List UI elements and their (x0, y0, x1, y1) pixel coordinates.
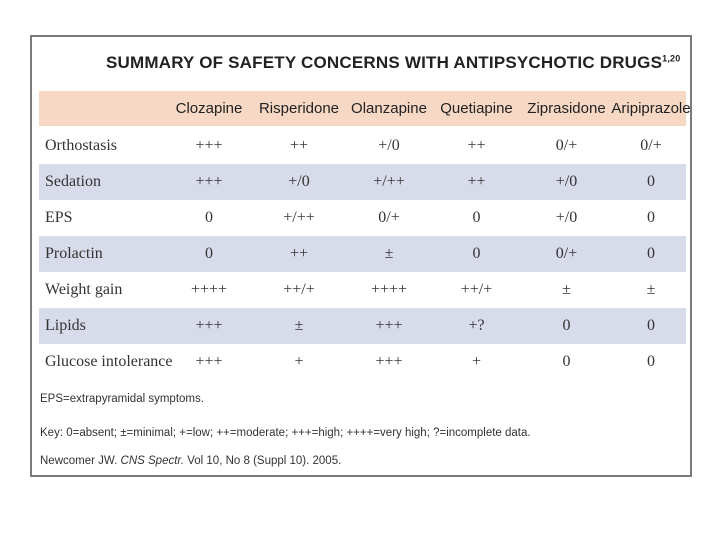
table-cell: ± (384, 245, 394, 262)
table-cell: +++ (375, 353, 403, 370)
footnote-key: Key: 0=absent; ±=minimal; +=low; ++=moderate; +++=high; ++++=very high; ?=incomplete data. (40, 427, 531, 439)
citation-journal: CNS Spectr. (120, 455, 185, 467)
table-cell: ++++ (370, 281, 408, 298)
table-cell: +/0 (288, 173, 310, 190)
table-cell: 0 (647, 353, 655, 370)
row-label: Sedation (45, 173, 101, 190)
row-label: Weight gain (45, 281, 123, 298)
table-cell: 0 (647, 209, 655, 226)
table-cell: + (294, 353, 304, 370)
table-cell: 0 (562, 353, 571, 370)
table-cell: ± (646, 281, 656, 298)
table-cell: 0/+ (555, 245, 578, 262)
table-row-sedation (39, 164, 686, 200)
table-cell: 0 (647, 245, 655, 262)
table-cell: ++ (467, 137, 486, 154)
table-cell: +? (468, 317, 485, 334)
table-cell: +++ (375, 317, 403, 334)
table-cell: ++ (467, 173, 486, 190)
table-cell: ++ (289, 137, 309, 154)
table-cell: 0 (562, 317, 571, 334)
table-cell: 0 (472, 209, 481, 226)
table-cell: ± (562, 281, 571, 298)
column-header-clozapine: Clozapine (175, 100, 243, 117)
row-label: Lipids (45, 317, 86, 334)
row-label: Prolactin (45, 245, 103, 262)
title-superscript: 1,20 (662, 53, 681, 64)
table-cell: +++ (195, 353, 223, 370)
table-cell: 0/+ (640, 137, 662, 154)
table-cell: ++/+ (460, 281, 493, 298)
table-cell: 0 (647, 317, 655, 334)
column-header-quetiapine: Quetiapine (440, 100, 513, 117)
column-header-olanzapine: Olanzapine (351, 100, 427, 117)
table-cell: ++/+ (283, 281, 315, 298)
safety-table-card (30, 35, 692, 477)
row-label: EPS (45, 209, 73, 226)
table-cell: +/0 (378, 137, 400, 154)
column-header-row (39, 91, 691, 126)
footnote-eps: EPS=extrapyramidal symptoms. (40, 393, 204, 405)
table-cell: +++ (195, 137, 223, 154)
table-cell: 0/+ (378, 209, 400, 226)
table-cell: 0 (205, 209, 213, 226)
table-row-weight-gain (39, 272, 686, 308)
table-cell: ++++ (190, 281, 228, 298)
column-header-risperidone: Risperidone (258, 100, 340, 117)
row-label: Orthostasis (45, 137, 117, 154)
table-row-orthostasis (39, 128, 686, 164)
table-row-glucose-intolerance (39, 344, 686, 380)
table-cell: 0/+ (555, 137, 578, 154)
column-header-aripiprazole: Aripiprazole (611, 100, 691, 117)
table-cell: +/++ (283, 209, 315, 226)
footnote-citation (40, 455, 341, 467)
table-cell: +++ (195, 173, 223, 190)
table-cell: ++ (289, 245, 309, 262)
table-cell: +++ (195, 317, 223, 334)
table-title-text: SUMMARY OF SAFETY CONCERNS WITH ANTIPSYCHOTIC DRUGS (106, 53, 663, 72)
table-row-lipids (39, 308, 686, 344)
table-cell: +/0 (555, 209, 578, 226)
row-label: Glucose intolerance (45, 353, 173, 370)
table-row-eps (39, 200, 686, 236)
column-header-ziprasidone: Ziprasidone (527, 100, 606, 117)
table-cell: + (471, 353, 482, 370)
table-title (106, 53, 680, 73)
citation-author: Newcomer JW. (40, 455, 118, 467)
table-cell: 0 (647, 173, 655, 190)
table-cell: ± (294, 317, 304, 334)
table-cell: +/++ (373, 173, 405, 190)
citation-details: Vol 10, No 8 (Suppl 10). 2005. (187, 455, 342, 467)
table-cell: 0 (472, 245, 481, 262)
table-cell: 0 (205, 245, 213, 262)
table-row-prolactin (39, 236, 686, 272)
table-cell: +/0 (555, 173, 578, 190)
